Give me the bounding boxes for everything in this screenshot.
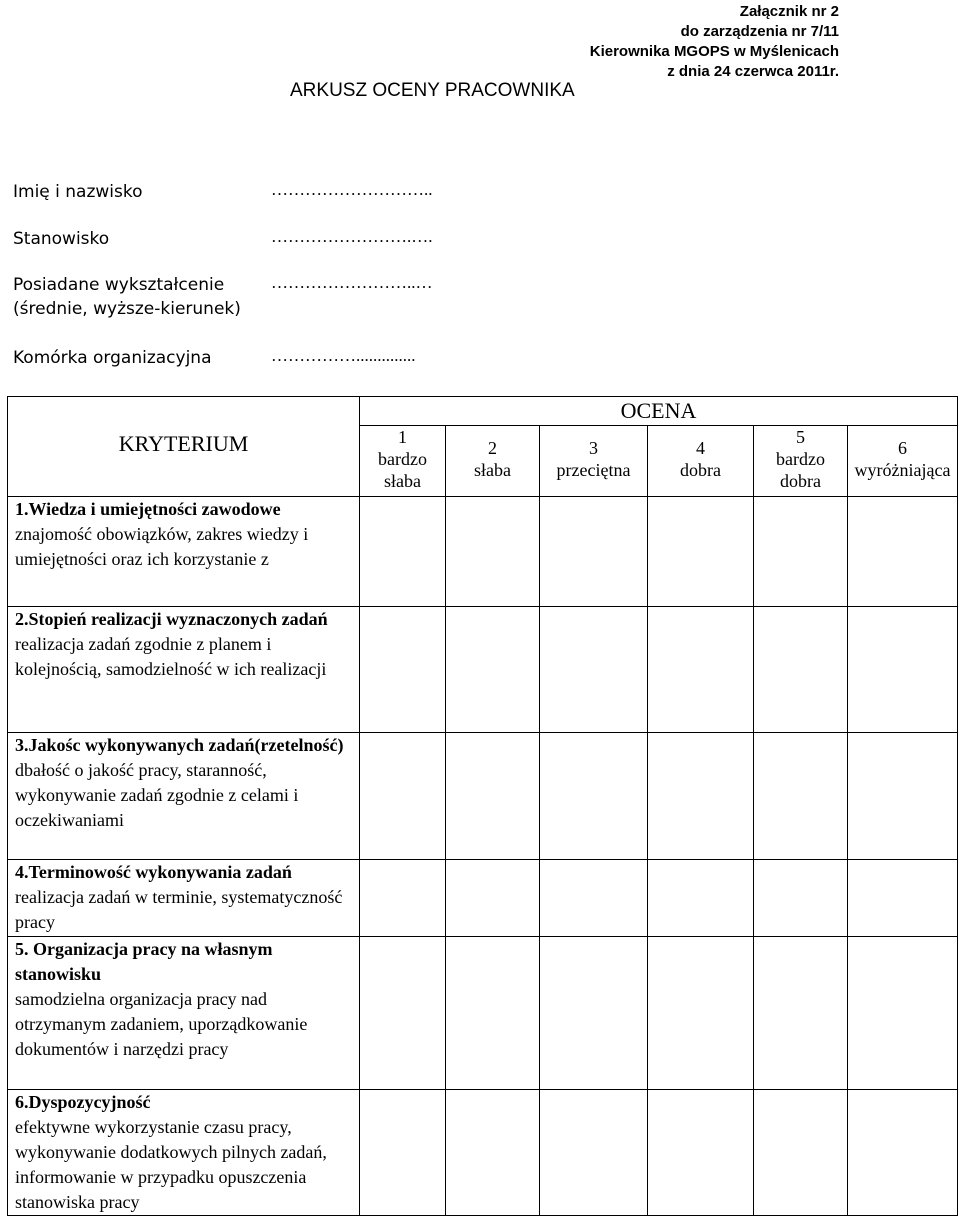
attachment-line: z dnia 24 czerwca 2011r. bbox=[667, 63, 839, 80]
rating-col-6 bbox=[848, 426, 958, 497]
rating-checkbox[interactable] bbox=[648, 937, 754, 1090]
rating-checkbox[interactable] bbox=[360, 860, 446, 937]
rating-checkbox[interactable] bbox=[648, 733, 754, 860]
rating-label: słaba bbox=[474, 460, 511, 480]
criterion-cell bbox=[8, 607, 360, 733]
criterion-description: realizacja zadań zgodnie z planem i kolejnością, samodzielność w ich realizacji bbox=[15, 634, 327, 679]
rating-checkbox[interactable] bbox=[540, 497, 648, 607]
rating-checkbox[interactable] bbox=[446, 860, 540, 937]
rating-checkbox[interactable] bbox=[446, 733, 540, 860]
rating-label: bardzo dobra bbox=[776, 449, 825, 491]
evaluation-table bbox=[7, 396, 958, 1216]
rating-checkbox[interactable] bbox=[360, 1090, 446, 1216]
criterion-cell bbox=[8, 733, 360, 860]
criterion-name: 3.Jakośc wykonywanych zadań(rzetelność) bbox=[15, 735, 344, 755]
criterion-description: samodzielna organizacja pracy nad otrzymanym zadaniem, uporządkowanie dokumentów i narzędzi pracy bbox=[15, 989, 308, 1059]
rating-checkbox[interactable] bbox=[360, 497, 446, 607]
rating-col-3 bbox=[540, 426, 648, 497]
rating-checkbox[interactable] bbox=[446, 497, 540, 607]
rating-checkbox[interactable] bbox=[754, 497, 848, 607]
rating-checkbox[interactable] bbox=[648, 860, 754, 937]
rating-checkbox[interactable] bbox=[540, 733, 648, 860]
criterion-name: 2.Stopień realizacji wyznaczonych zadań bbox=[15, 609, 328, 629]
rating-header: OCENA bbox=[360, 397, 958, 426]
criterion-name: 4.Terminowość wykonywania zadań bbox=[15, 862, 292, 882]
attachment-line: do zarządzenia nr 7/11 bbox=[680, 23, 839, 40]
rating-col-2 bbox=[446, 426, 540, 497]
rating-col-1 bbox=[360, 426, 446, 497]
rating-number: 4 bbox=[696, 438, 705, 458]
rating-checkbox[interactable] bbox=[648, 1090, 754, 1216]
rating-checkbox[interactable] bbox=[446, 1090, 540, 1216]
rating-label: wyróżniająca bbox=[854, 460, 951, 480]
rating-col-4 bbox=[648, 426, 754, 497]
attachment-note bbox=[590, 2, 839, 82]
rating-label: bardzo słaba bbox=[378, 449, 427, 491]
rating-col-5 bbox=[754, 426, 848, 497]
criterion-name: 6.Dyspozycyjność bbox=[15, 1092, 151, 1112]
department-label: Komórka organizacyjna bbox=[13, 348, 212, 368]
rating-checkbox[interactable] bbox=[848, 607, 958, 733]
rating-checkbox[interactable] bbox=[360, 937, 446, 1090]
criterion-cell bbox=[8, 497, 360, 607]
rating-checkbox[interactable] bbox=[446, 937, 540, 1090]
rating-checkbox[interactable] bbox=[540, 937, 648, 1090]
rating-checkbox[interactable] bbox=[648, 607, 754, 733]
education-label: Posiadane wykształcenie bbox=[13, 275, 225, 295]
rating-checkbox[interactable] bbox=[648, 497, 754, 607]
rating-checkbox[interactable] bbox=[540, 607, 648, 733]
criterion-description: efektywne wykorzystanie czasu pracy, wykonywanie dodatkowych pilnych zadań, informowanie w przypadku opuszczenia stanowiska pracy bbox=[15, 1117, 327, 1212]
rating-number: 1 bbox=[398, 427, 407, 447]
rating-checkbox[interactable] bbox=[540, 860, 648, 937]
rating-checkbox[interactable] bbox=[848, 497, 958, 607]
position-field[interactable]: …………………….…. bbox=[271, 227, 433, 246]
rating-checkbox[interactable] bbox=[446, 607, 540, 733]
criterion-description: realizacja zadań w terminie, systematyczność pracy bbox=[15, 887, 343, 932]
criterion-cell bbox=[8, 1090, 360, 1216]
rating-checkbox[interactable] bbox=[848, 937, 958, 1090]
department-field[interactable]: …………….............. bbox=[271, 346, 416, 365]
rating-checkbox[interactable] bbox=[360, 607, 446, 733]
rating-label: przeciętna bbox=[556, 460, 631, 480]
position-label: Stanowisko bbox=[13, 229, 110, 249]
criterion-name: 5. Organizacja pracy na własnym stanowisku bbox=[15, 939, 273, 984]
rating-checkbox[interactable] bbox=[848, 1090, 958, 1216]
rating-checkbox[interactable] bbox=[848, 733, 958, 860]
criterion-description: dbałość o jakość pracy, staranność, wykonywanie zadań zgodnie z celami i oczekiwaniami bbox=[15, 760, 299, 830]
criterion-cell bbox=[8, 860, 360, 937]
rating-number: 5 bbox=[796, 427, 805, 447]
rating-checkbox[interactable] bbox=[754, 733, 848, 860]
rating-checkbox[interactable] bbox=[848, 860, 958, 937]
education-sublabel: (średnie, wyższe-kierunek) bbox=[13, 299, 241, 319]
criterion-cell bbox=[8, 937, 360, 1090]
rating-checkbox[interactable] bbox=[754, 1090, 848, 1216]
page-title: ARKUSZ OCENY PRACOWNIKA bbox=[290, 80, 575, 101]
rating-label: dobra bbox=[680, 460, 721, 480]
rating-number: 6 bbox=[898, 438, 907, 458]
attachment-line: Załącznik nr 2 bbox=[739, 3, 839, 20]
criterion-description: znajomość obowiązków, zakres wiedzy i umiejętności oraz ich korzystanie z bbox=[15, 524, 309, 569]
attachment-line: Kierownika MGOPS w Myślenicach bbox=[589, 43, 839, 60]
rating-checkbox[interactable] bbox=[754, 860, 848, 937]
rating-number: 2 bbox=[488, 438, 497, 458]
criterion-name: 1.Wiedza i umiejętności zawodowe bbox=[15, 499, 281, 519]
education-field[interactable]: ……………………..… bbox=[271, 273, 433, 292]
name-field[interactable]: ……………………….. bbox=[271, 180, 433, 199]
name-label: Imię i nazwisko bbox=[13, 182, 143, 202]
rating-checkbox[interactable] bbox=[754, 607, 848, 733]
rating-checkbox[interactable] bbox=[540, 1090, 648, 1216]
rating-checkbox[interactable] bbox=[360, 733, 446, 860]
rating-number: 3 bbox=[589, 438, 598, 458]
criterion-header: KRYTERIUM bbox=[8, 397, 360, 497]
rating-checkbox[interactable] bbox=[754, 937, 848, 1090]
